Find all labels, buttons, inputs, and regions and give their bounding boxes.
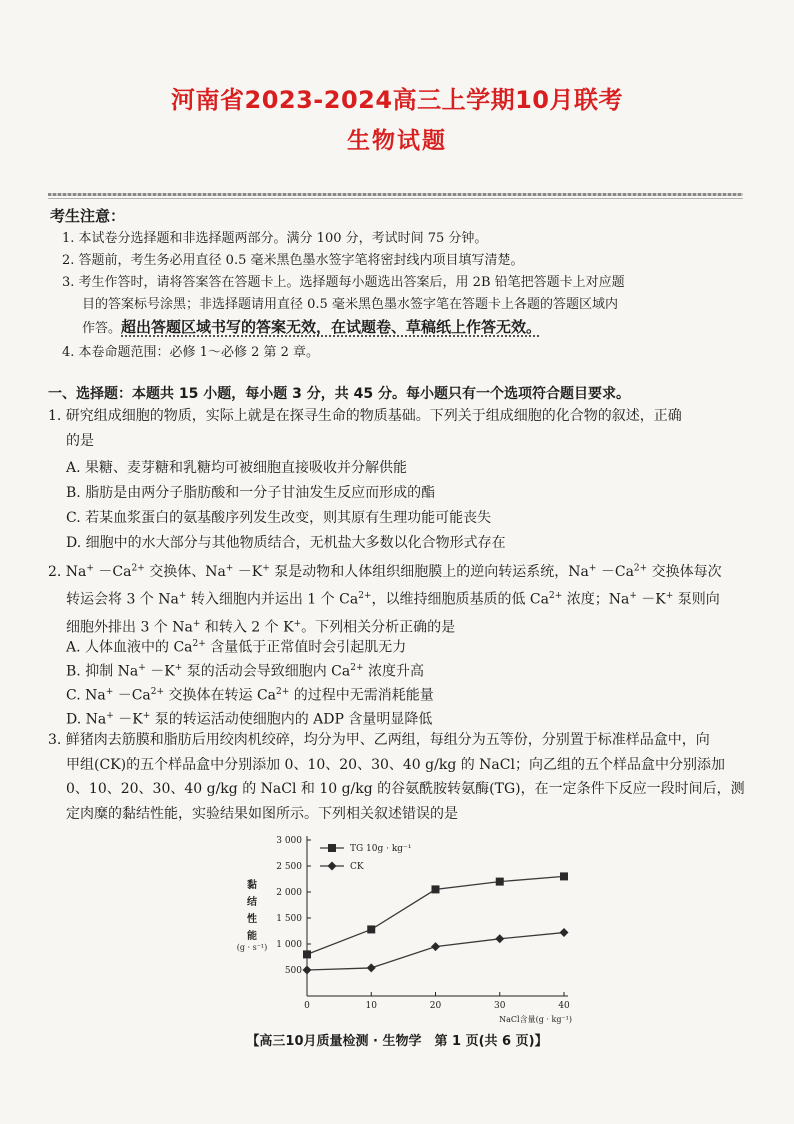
page-title: 河南省2023-2024高三上学期10月联考 — [171, 86, 623, 114]
section-heading: 一、选择题：本题共 15 小题，每小题 3 分，共 45 分。每小题只有一个选项符合题目要求。 — [48, 386, 630, 402]
t: 2. Na — [48, 563, 87, 580]
sup: + — [105, 687, 114, 697]
sup: + — [588, 563, 597, 573]
y-tick-label: 500 — [284, 966, 302, 976]
notice-item-4: 4. 本卷命题范围：必修 1～必修 2 第 2 章。 — [62, 345, 320, 360]
legend-square-marker — [328, 844, 336, 852]
sup: + — [106, 711, 114, 721]
t: 转运会将 3 个 Na — [66, 591, 179, 608]
question-2-stem — [48, 556, 748, 640]
y-tick-label: 3 000 — [276, 836, 302, 846]
sup: 2+ — [276, 687, 290, 697]
t: 转入细胞内并运出 1 个 Ca — [186, 591, 359, 608]
notice-text: 作答。 — [82, 321, 122, 336]
x-axis-label: NaCl含量(g · kg⁻¹) — [499, 1015, 572, 1024]
t: －K — [636, 591, 666, 608]
q1-option-c: C. 若某血浆蛋白的氨基酸序列发生改变，则其原有生理功能可能丧失 — [66, 510, 492, 526]
x-tick-label: 30 — [494, 1001, 506, 1011]
t: 浓度升高 — [363, 663, 424, 680]
notice-emphasis: 超出答题区域书写的答案无效，在试题卷、草稿纸上作答无效。 — [121, 318, 542, 336]
sup: 2+ — [192, 639, 206, 649]
sup: 2+ — [131, 563, 145, 573]
t: －K — [113, 711, 143, 728]
tg-data-point — [303, 950, 311, 958]
q1-stem-line-2: 的是 — [66, 432, 94, 449]
sup: + — [225, 563, 234, 573]
sup: + — [629, 591, 637, 602]
sup: 2+ — [150, 687, 165, 697]
sup: 2+ — [350, 663, 364, 673]
divider-thin — [48, 198, 743, 199]
sup: 2+ — [548, 591, 563, 602]
x-tick-label: 40 — [558, 1001, 570, 1011]
q3-line-1: 3. 鲜猪肉去筋膜和脂肪后用绞肉机绞碎，均分为甲、乙两组，每组分为五等份，分别置于标准样品盒中，向 — [48, 732, 710, 748]
tg-data-point — [367, 925, 375, 933]
notice-item-3-line-3 — [62, 316, 742, 340]
q1-stem-line-1: 1. 研究组成细胞的物质，实际上就是在探寻生命的物质基础。下列关于组成细胞的化合物的叙述，正确 — [48, 408, 682, 424]
y-axis-label-char: 性 — [247, 914, 257, 925]
sup: + — [86, 563, 94, 573]
sup: + — [178, 591, 187, 602]
q1-option-d: D. 细胞中的水大部分与其他物质结合，无机盐大多数以化合物形式存在 — [66, 535, 506, 551]
sup: + — [174, 663, 183, 673]
notice-item-1: 1. 本试卷分选择题和非选择题两部分。满分 100 分，考试时间 75 分钟。 — [62, 231, 488, 246]
t: 的过程中无需消耗能量 — [289, 687, 434, 704]
t: 交换体在转运 Ca — [164, 687, 277, 704]
q2-line-2 — [48, 584, 748, 612]
ck-data-point — [303, 966, 312, 975]
t: ，以维持细胞质基质的低 Ca — [371, 591, 549, 608]
sup: 2+ — [358, 591, 372, 602]
y-axis-label-char: 黏 — [247, 880, 257, 891]
ck-data-point — [560, 928, 569, 937]
notice-item-3-line-1: 3. 考生作答时，请将答案答在答题卡上。选择题每小题选出答案后，用 2B 铅笔把答题卡上对应题 — [62, 275, 625, 290]
t: －K — [233, 563, 263, 580]
notice-item-3-line-2: 目的答案标号涂黑；非选择题请用直径 0.5 毫米黑色墨水签字笔在答题卡上各题的答题区域内 — [82, 297, 618, 312]
sup: + — [142, 711, 151, 721]
t: D. Na — [66, 711, 107, 728]
sup: + — [138, 663, 146, 673]
t: －Ca — [93, 563, 132, 580]
t: 泵则向 — [673, 591, 720, 608]
y-axis-label-char: 能 — [247, 931, 257, 942]
y-tick-label: 1 000 — [276, 940, 302, 950]
t: －K — [145, 663, 175, 680]
chart-series — [303, 872, 569, 974]
t: 泵的活动会导致细胞内 Ca — [182, 663, 351, 680]
x-tick-label: 10 — [365, 1001, 377, 1011]
divider — [48, 193, 743, 196]
page-footer: 【高三10月质量检测 · 生物学 第 1 页(共 6 页)】 — [246, 1034, 548, 1049]
t: 。下列相关分析正确的是 — [301, 619, 456, 636]
tg-data-point — [432, 885, 440, 893]
notice-item-3 — [62, 272, 742, 340]
sup: + — [192, 619, 201, 630]
notice-item-2: 2. 答题前，考生务必用直径 0.5 毫米黑色墨水签字笔将密封线内项目填写清楚。 — [62, 253, 524, 268]
x-tick-label: 20 — [429, 1001, 442, 1011]
t: 细胞外排出 3 个 Na — [66, 619, 193, 636]
y-axis-label-char: 结 — [247, 897, 257, 908]
q1-option-a: A. 果糖、麦芽糖和乳糖均可被细胞直接吸收并分解供能 — [66, 460, 408, 476]
y-tick-label: 2 500 — [276, 862, 302, 872]
t: 泵是动物和人体组织细胞膜上的逆向转运系统，Na — [269, 563, 589, 580]
ck-data-point — [367, 963, 376, 972]
bond-performance-chart — [222, 826, 582, 1026]
q3-line-3: 0、10、20、30、40 g/kg 的 NaCl 和 10 g/kg 的谷氨酰胺转氨酶(TG)，在一定条件下反应一段时间后，测 — [66, 781, 745, 797]
tg-data-point — [496, 878, 504, 886]
t: 交换体每次 — [647, 563, 722, 580]
legend-label: CK — [350, 862, 364, 872]
legend-diamond-marker — [328, 862, 337, 871]
sup: + — [293, 619, 302, 630]
ck-data-point — [495, 934, 504, 943]
sup: + — [262, 563, 270, 573]
q3-line-4: 定肉糜的黏结性能，实验结果如图所示。下列相关叙述错误的是 — [66, 805, 458, 822]
tg-data-point — [560, 872, 568, 880]
t: A. 人体血液中的 Ca — [66, 639, 193, 656]
q3-line-2: 甲组(CK)的五个样品盒中分别添加 0、10、20、30、40 g/kg 的 NaCl；向乙组的五个样品盒中分别添加 — [66, 756, 725, 773]
page-subtitle: 生物试题 — [347, 128, 447, 154]
t: 泵的转运活动使细胞内的 ADP 含量明显降低 — [150, 711, 433, 728]
ck-data-point — [431, 942, 440, 951]
sup: + — [665, 591, 674, 602]
t: 交换体、Na — [144, 563, 226, 580]
t: －Ca — [596, 563, 634, 580]
notice-heading: 考生注意： — [50, 207, 126, 225]
t: B. 抑制 Na — [66, 663, 139, 680]
q2-line-1 — [48, 564, 722, 580]
legend-label: TG 10g · kg⁻¹ — [350, 844, 412, 854]
q1-option-b: B. 脂肪是由两分子脂肪酸和一分子甘油发生反应而形成的酯 — [66, 485, 436, 501]
series-line-ck — [307, 933, 564, 970]
chart-axes — [307, 836, 568, 996]
y-tick-label: 1 500 — [276, 914, 302, 924]
t: 浓度；Na — [562, 591, 630, 608]
question-1-stem — [48, 404, 748, 453]
t: C. Na — [66, 687, 106, 704]
t: 和转入 2 个 K — [200, 619, 294, 636]
y-tick-label: 2 000 — [276, 888, 302, 898]
sup: 2+ — [633, 563, 648, 573]
y-axis-unit: (g · s⁻¹) — [236, 943, 268, 952]
t: －Ca — [113, 687, 151, 704]
t: 含量低于正常值时会引起肌无力 — [205, 639, 407, 656]
x-tick-label: 0 — [304, 1001, 310, 1011]
question-3-stem — [48, 728, 748, 826]
